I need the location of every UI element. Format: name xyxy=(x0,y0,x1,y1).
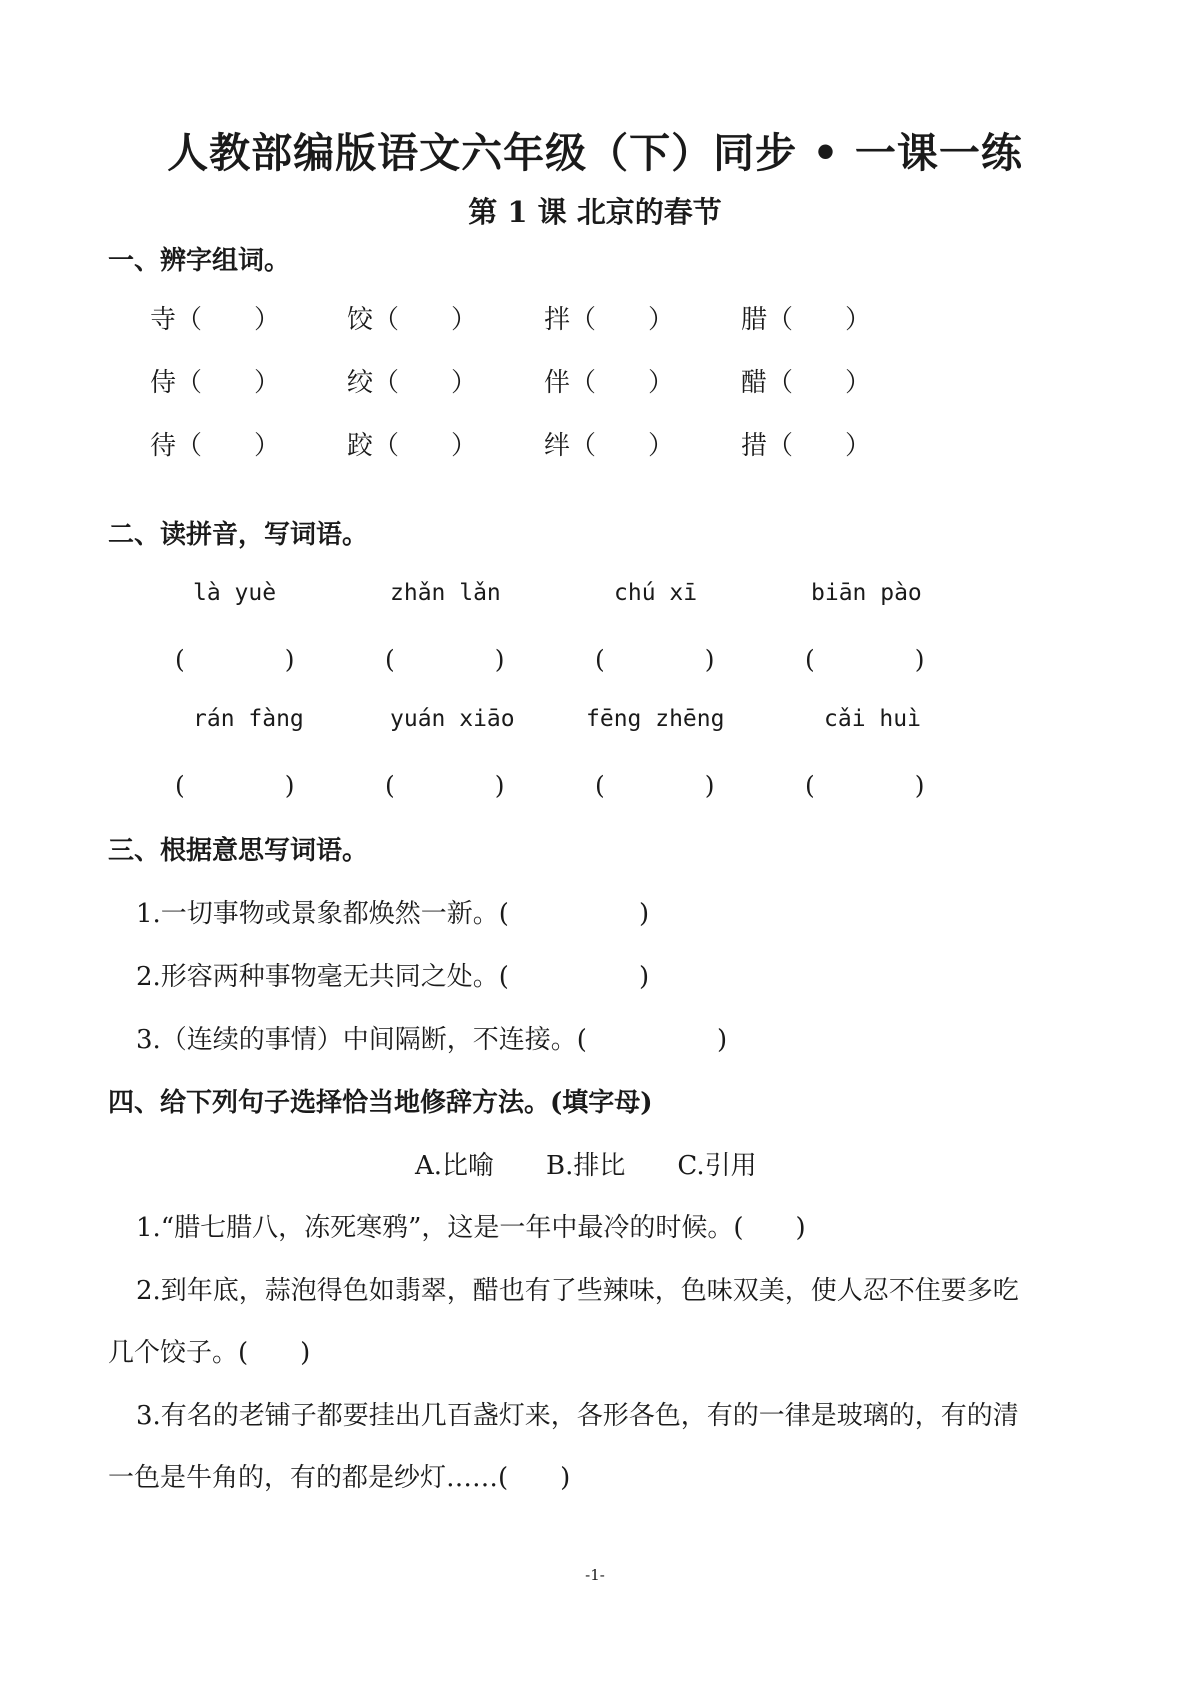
word-cell: 绞（ ） xyxy=(347,368,478,398)
answer-blank: ( ) xyxy=(805,645,925,674)
word-cell: 腊（ ） xyxy=(741,305,872,335)
answer-blank: ( ) xyxy=(385,645,505,674)
answer-blank: ( ) xyxy=(595,645,715,674)
answer-blank: ( ) xyxy=(595,771,715,800)
section-heading-2: 二、读拼音，写词语。 xyxy=(108,520,369,550)
word-cell: 寺（ ） xyxy=(150,305,281,335)
pinyin-label: zhǎn lǎn xyxy=(390,580,501,606)
question-item: 2.形容两种事物毫无共同之处。( ) xyxy=(136,962,650,992)
pinyin-label: cǎi huì xyxy=(824,706,921,732)
word-cell: 措（ ） xyxy=(741,431,872,461)
pinyin-label: biān pào xyxy=(811,580,922,606)
word-cell: 醋（ ） xyxy=(741,368,872,398)
question-item: 3.（连续的事情）中间隔断，不连接。( ) xyxy=(136,1025,728,1055)
rhetoric-options: A.比喻 B.排比 C.引用 xyxy=(415,1151,757,1181)
question-item: 1.“腊七腊八，冻死寒鸦”，这是一年中最冷的时候。( ) xyxy=(136,1213,806,1243)
pinyin-label: là yuè xyxy=(193,580,277,606)
page-number: -1- xyxy=(585,1566,605,1584)
answer-blank: ( ) xyxy=(385,771,505,800)
pinyin-label: rán fàng xyxy=(193,706,304,732)
word-cell: 拌（ ） xyxy=(544,305,675,335)
page-title: 人教部编版语文六年级（下）同步 • 一课一练 xyxy=(167,129,1023,177)
pinyin-label: fēng zhēng xyxy=(586,706,725,732)
pinyin-label: yuán xiāo xyxy=(390,706,515,732)
section-heading-4: 四、给下列句子选择恰当地修辞方法。(填字母) xyxy=(108,1088,653,1118)
answer-blank: ( ) xyxy=(175,645,295,674)
pinyin-label: chú xī xyxy=(614,580,698,606)
question-item: 3.有名的老铺子都要挂出几百盏灯来，各形各色，有的一律是玻璃的，有的清 xyxy=(136,1401,1019,1431)
section-heading-3: 三、根据意思写词语。 xyxy=(108,836,369,866)
lesson-title: 第 1 课 北京的春节 xyxy=(468,195,722,229)
word-cell: 跤（ ） xyxy=(347,431,478,461)
answer-blank: ( ) xyxy=(805,771,925,800)
word-cell: 绊（ ） xyxy=(544,431,675,461)
section-heading-1: 一、辨字组词。 xyxy=(108,246,291,276)
word-cell: 侍（ ） xyxy=(150,368,281,398)
question-item-continued: 一色是牛角的，有的都是纱灯……( ) xyxy=(108,1463,571,1493)
word-cell: 伴（ ） xyxy=(544,368,675,398)
word-cell: 饺（ ） xyxy=(347,305,478,335)
question-item-continued: 几个饺子。( ) xyxy=(108,1338,311,1368)
word-cell: 待（ ） xyxy=(150,431,281,461)
answer-blank: ( ) xyxy=(175,771,295,800)
question-item: 1.一切事物或景象都焕然一新。( ) xyxy=(136,899,650,929)
question-item: 2.到年底，蒜泡得色如翡翠，醋也有了些辣味，色味双美，使人忍不住要多吃 xyxy=(136,1276,1019,1306)
